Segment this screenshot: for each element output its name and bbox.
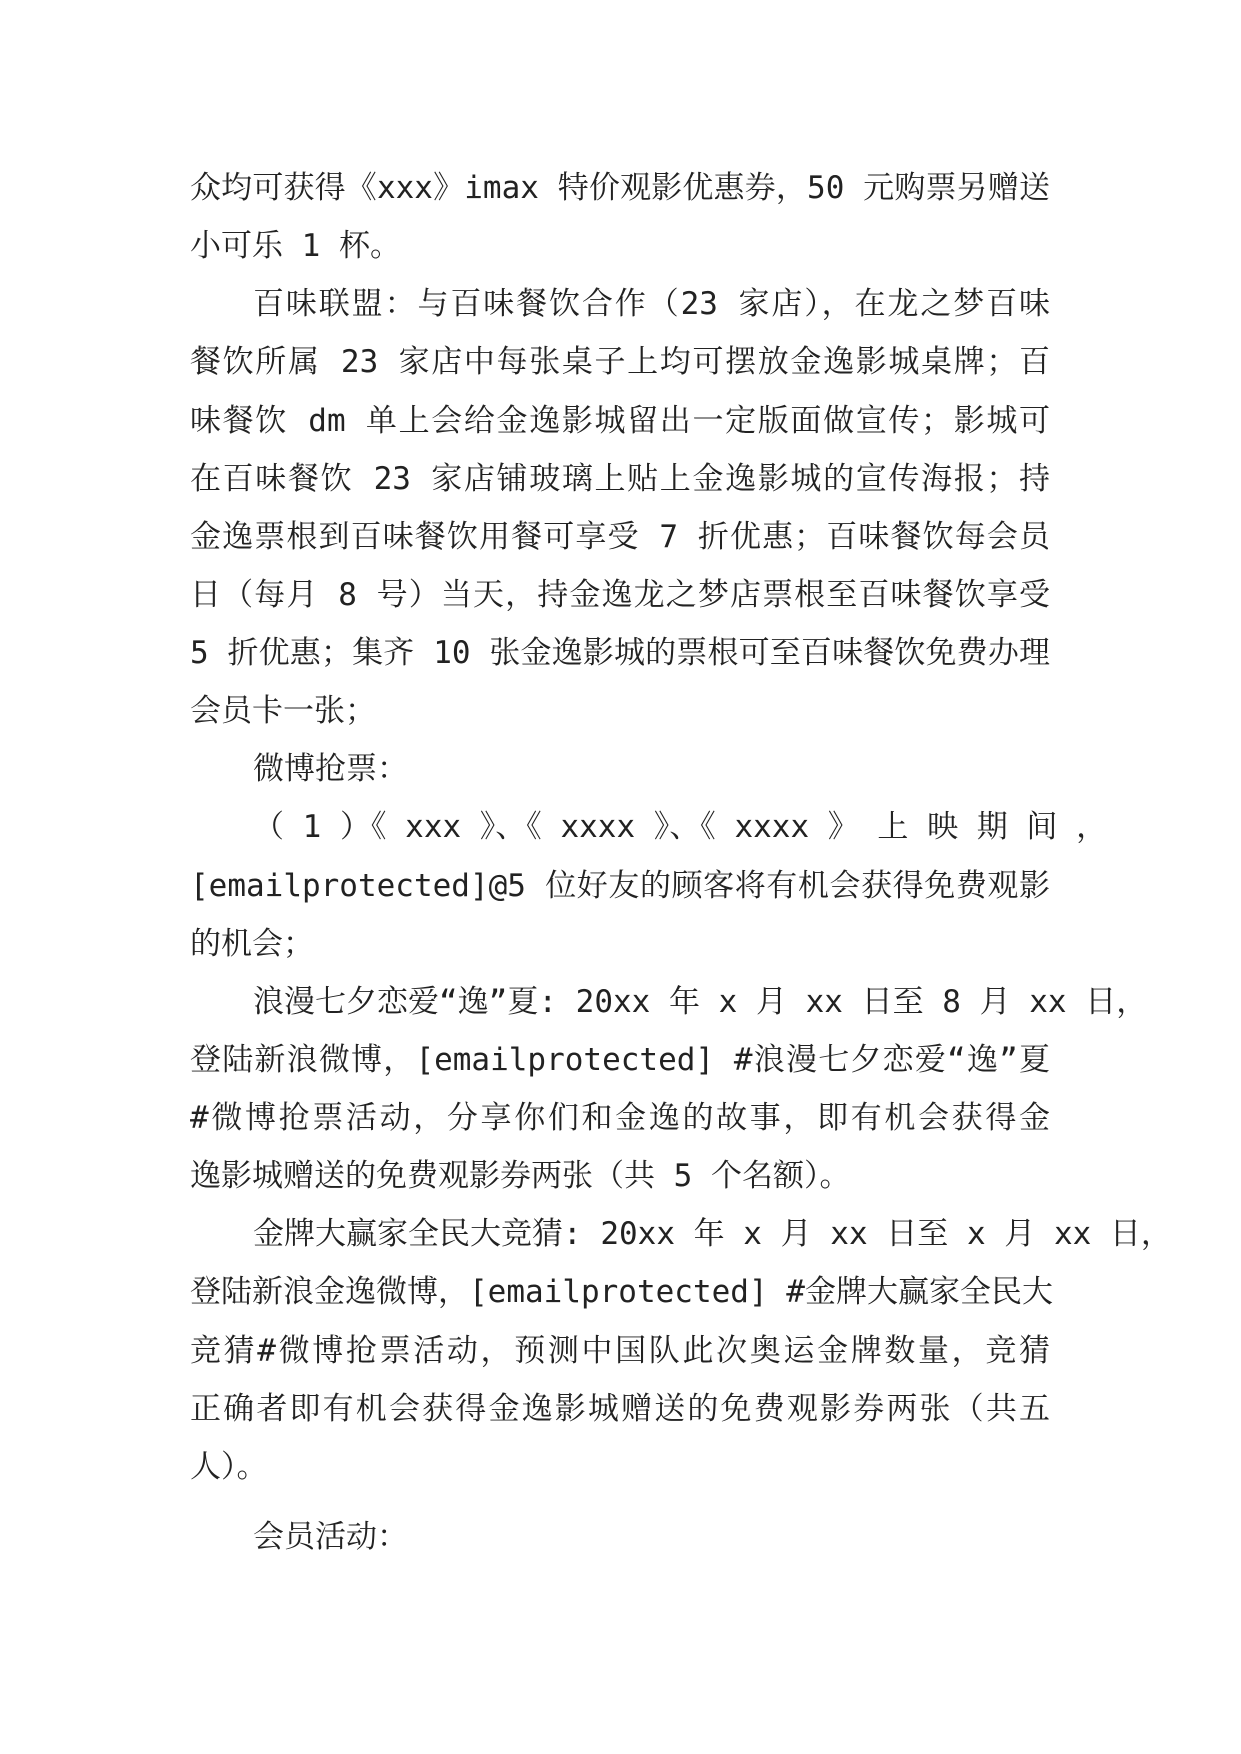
text-line: 人）。: [190, 1449, 268, 1485]
text-line: 味餐饮 dm 单上会给金逸影城留出一定版面做宣传；影城可: [190, 403, 1050, 439]
text-line: （ 1 ）《 xxx 》、《 xxxx 》、《 xxxx 》 上 映 期 间 ，: [253, 809, 1108, 845]
text-line: [emailprotected]@5 位好友的顾客将有机会获得免费观影: [190, 868, 1050, 904]
text-line: 登陆新浪微博，[emailprotected] #浪漫七夕恋爱“逸”夏: [190, 1042, 1050, 1078]
text-line: 众均可获得《xxx》imax 特价观影优惠券，50 元购票另赠送: [190, 170, 1050, 206]
text-line: 会员卡一张；: [190, 693, 376, 729]
text-line: 5 折优惠；集齐 10 张金逸影城的票根可至百味餐饮免费办理: [190, 635, 1050, 671]
text-line: 小可乐 1 杯。: [190, 228, 401, 264]
text-line: 餐饮所属 23 家店中每张桌子上均可摆放金逸影城桌牌；百: [190, 344, 1050, 380]
text-line: 日（每月 8 号）当天，持金逸龙之梦店票根至百味餐饮享受: [190, 577, 1050, 613]
text-line: 金逸票根到百味餐饮用餐可享受 7 折优惠；百味餐饮每会员: [190, 519, 1050, 555]
text-line: #微博抢票活动，分享你们和金逸的故事，即有机会获得金: [190, 1100, 1050, 1136]
text-line: 金牌大赢家全民大竞猜: 20xx 年 x 月 xx 日至 x 月 xx 日，: [253, 1216, 1172, 1252]
text-line: 的机会；: [190, 926, 314, 962]
text-line: 微博抢票：: [253, 751, 408, 787]
text-line: 百味联盟：与百味餐饮合作（23 家店），在龙之梦百味: [253, 286, 1050, 322]
text-line: 会员活动：: [253, 1519, 408, 1555]
text-line: 浪漫七夕恋爱“逸”夏: 20xx 年 x 月 xx 日至 8 月 xx 日，: [253, 984, 1148, 1020]
text-line: 逸影城赠送的免费观影券两张（共 5 个名额）。: [190, 1158, 851, 1194]
text-line: 竞猜#微博抢票活动，预测中国队此次奥运金牌数量，竞猜: [190, 1333, 1050, 1369]
text-line: 正确者即有机会获得金逸影城赠送的免费观影券两张（共五: [190, 1391, 1050, 1427]
text-line: 登陆新浪金逸微博，[emailprotected] #金牌大赢家全民大: [190, 1274, 1053, 1310]
text-line: 在百味餐饮 23 家店铺玻璃上贴上金逸影城的宣传海报；持: [190, 461, 1050, 497]
